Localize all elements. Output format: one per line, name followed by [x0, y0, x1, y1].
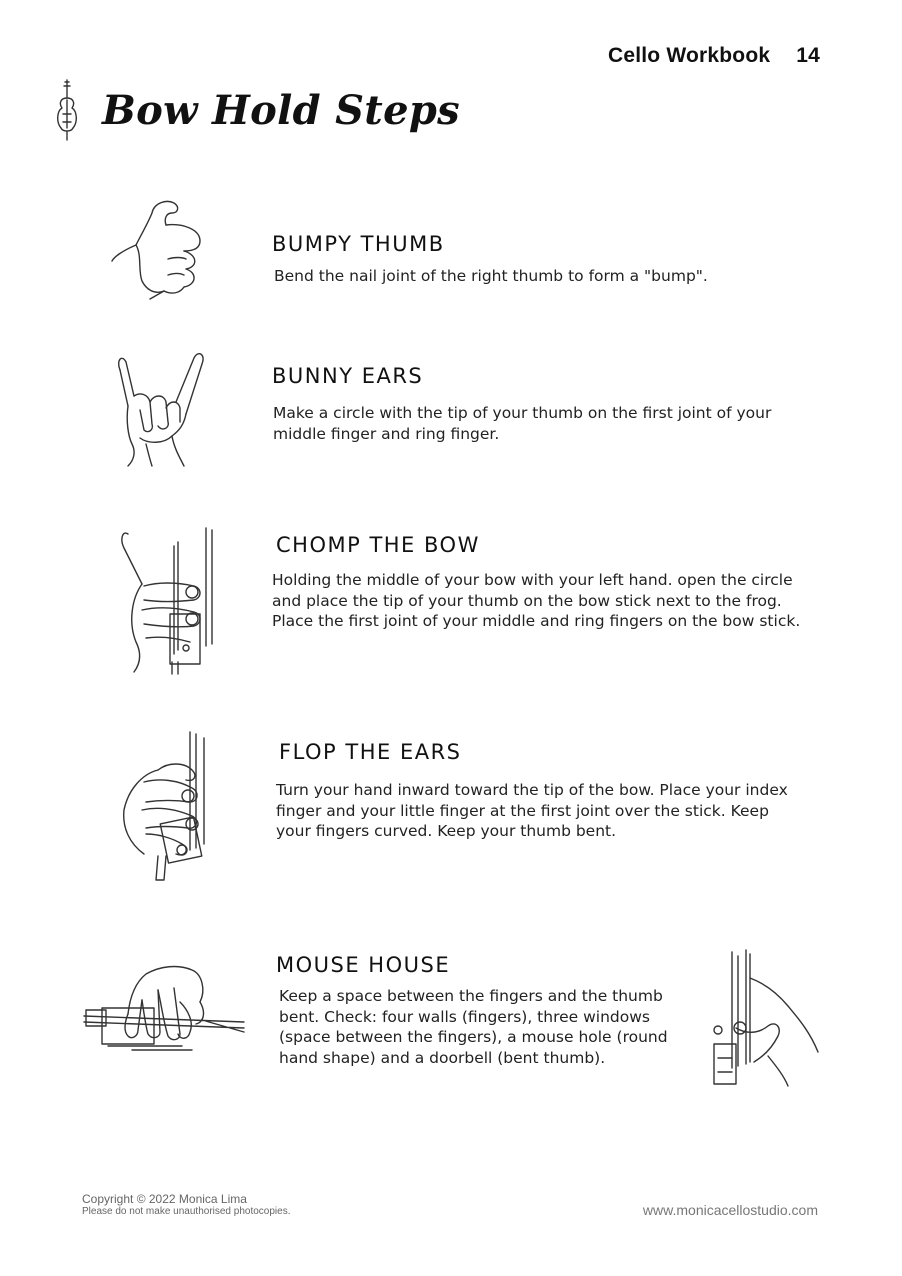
step-heading: MOUSE HOUSE — [276, 953, 451, 977]
page-number: 14 — [796, 44, 820, 67]
step-text: Keep a space between the fingers and the thumb bent. Check: four walls (fingers), three windows (space between the fingers), a mouse hole (round hand shape) and a doorbell (bent thumb). — [279, 987, 668, 1067]
workbook-title: Cello Workbook — [607, 44, 771, 67]
step-heading: BUMPY THUMB — [272, 232, 445, 256]
bow-frog-hand-icon — [706, 948, 824, 1090]
website-link[interactable]: www.monicacellostudio.com — [642, 1202, 818, 1218]
mouse-house-hand-icon — [82, 960, 248, 1052]
footer-copyright — [82, 1192, 290, 1217]
step-text: Holding the middle of your bow with your left hand. open the circle and place the tip of your thumb on the bow stick next to the frog. Place the first joint of your middle and ring fingers on the bow stick. — [272, 571, 801, 630]
photocopy-notice: Please do not make unauthorised photocopies. — [82, 1206, 291, 1217]
bunny-ears-hand-icon — [110, 348, 210, 470]
step-text: Turn your hand inward toward the tip of the bow. Place your index finger and your little finger at the first joint over the stick. Keep your fingers curved. Keep your thumb bent. — [276, 781, 788, 840]
thumb-bump-hand-icon — [108, 195, 208, 305]
chomp-bow-hand-icon — [118, 526, 218, 676]
step-heading: BUNNY EARS — [272, 364, 424, 388]
step-heading: FLOP THE EARS — [279, 740, 462, 764]
step-text: Make a circle with the tip of your thumb on the first joint of your middle finger and ring finger. — [273, 404, 772, 443]
page-title: Bow Hold Steps — [102, 86, 460, 134]
title-block — [52, 78, 460, 142]
step-text: Bend the nail joint of the right thumb to form a "bump". — [274, 267, 708, 285]
cello-icon — [52, 78, 82, 142]
page-header — [608, 44, 820, 68]
flop-ears-hand-icon — [120, 730, 220, 885]
copyright-text: Copyright © 2022 Monica Lima — [82, 1192, 247, 1206]
step-heading: CHOMP THE BOW — [276, 533, 480, 557]
